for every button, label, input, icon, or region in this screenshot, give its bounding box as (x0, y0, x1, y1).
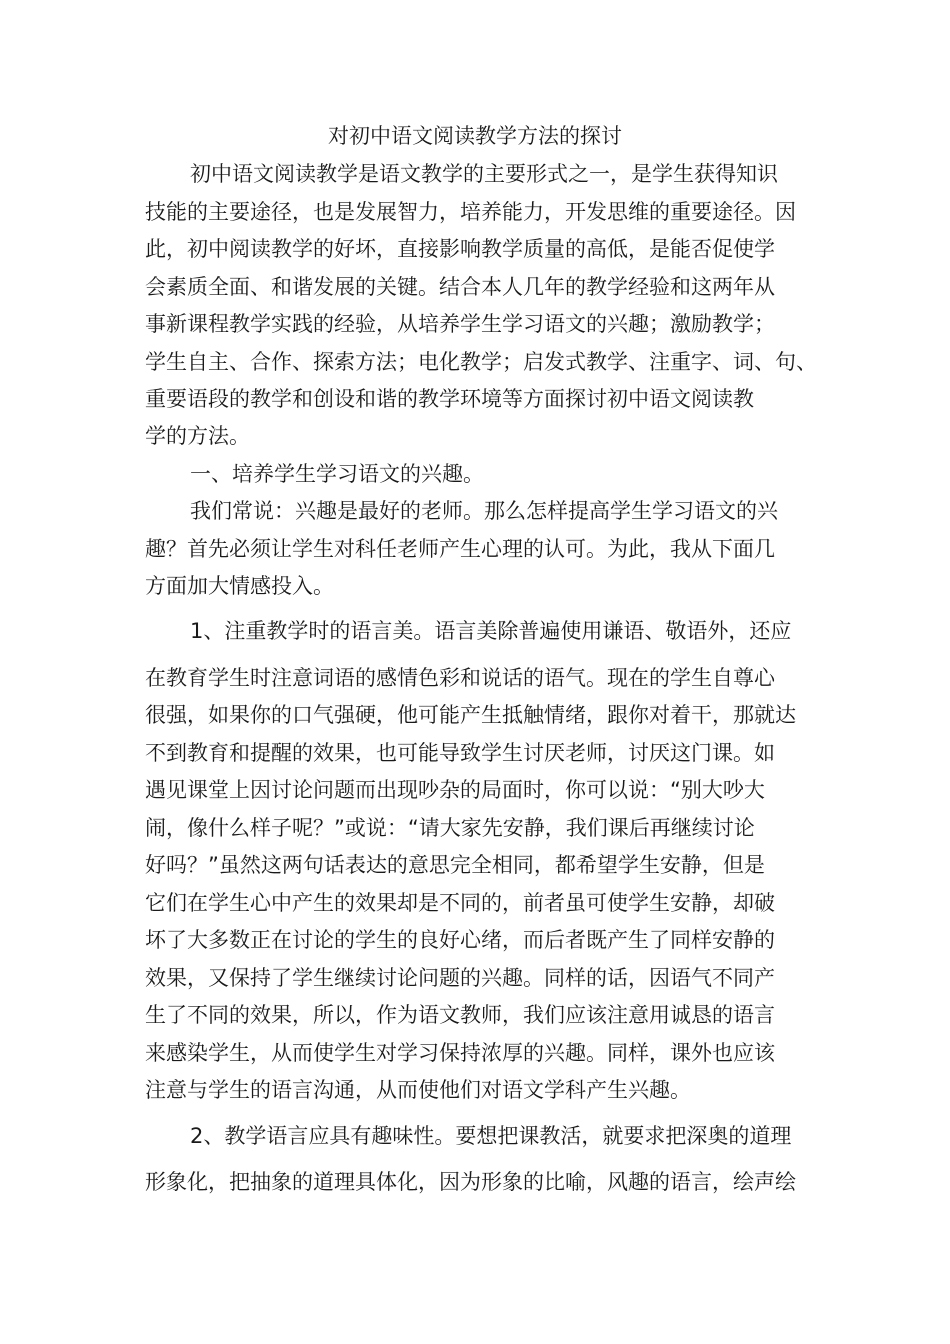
paragraph-line: 来感染学生，从而使学生对学习保持浓厚的兴趣。同样，课外也应该 (145, 1041, 775, 1065)
paragraph-line: 事新课程教学实践的经验，从培养学生学习语文的兴趣；激励教学； (145, 312, 775, 336)
paragraph-line: 效果，又保持了学生继续讨论问题的兴趣。同样的话，因语气不同产 (145, 966, 775, 990)
paragraph-line: 重要语段的教学和创设和谐的教学环境等方面探讨初中语文阅读教 (145, 387, 754, 411)
paragraph-line: 初中语文阅读教学是语文教学的主要形式之一，是学生获得知识 (190, 162, 778, 186)
paragraph-line: 此，初中阅读教学的好坏，直接影响教学质量的高低，是能否促使学 (145, 237, 775, 261)
section-heading: 一、培养学生学习语文的兴趣。 (190, 462, 484, 486)
paragraph-line: 注意与学生的语言沟通，从而使他们对语文学科产生兴趣。 (145, 1078, 691, 1102)
paragraph-line: 趣？首先必须让学生对科任老师产生心理的认可。为此，我从下面几 (145, 537, 775, 561)
paragraph-line: 好吗？”虽然这两句话表达的意思完全相同，都希望学生安静，但是 (145, 853, 765, 877)
paragraph-line: 很强，如果你的口气强硬，他可能产生抵触情绪，跟你对着干，那就达 (145, 703, 796, 727)
paragraph-line: 2、教学语言应具有趣味性。要想把课教活，就要求把深奥的道理 (190, 1124, 792, 1148)
paragraph-line: 形象化，把抽象的道理具体化，因为形象的比喻，风趣的语言，绘声绘 (145, 1170, 796, 1194)
document-title: 对初中语文阅读教学方法的探讨 (328, 124, 622, 148)
paragraph-line: 遇见课堂上因讨论问题而出现吵杂的局面时，你可以说：“别大吵大 (145, 778, 765, 802)
paragraph-line: 生了不同的效果，所以，作为语文教师，我们应该注意用诚恳的语言 (145, 1003, 775, 1027)
paragraph-line: 坏了大多数正在讨论的学生的良好心绪，而后者既产生了同样安静的 (145, 928, 775, 952)
paragraph-line: 方面加大情感投入。 (145, 574, 334, 598)
paragraph-line: 1、注重教学时的语言美。语言美除普遍使用谦语、敬语外，还应 (190, 619, 792, 643)
paragraph-line: 在教育学生时注意词语的感情色彩和说话的语气。现在的学生自尊心 (145, 666, 775, 690)
paragraph-line: 技能的主要途径，也是发展智力，培养能力，开发思维的重要途径。因 (145, 200, 796, 224)
paragraph-line: 它们在学生心中产生的效果却是不同的，前者虽可使学生安静，却破 (145, 891, 775, 915)
paragraph-line: 学生自主、合作、探索方法；电化教学；启发式教学、注重字、词、句、 (145, 350, 817, 374)
paragraph-line: 闹，像什么样子呢？”或说：“请大家先安静，我们课后再继续讨论 (145, 816, 755, 840)
paragraph-line: 不到教育和提醒的效果，也可能导致学生讨厌老师，讨厌这门课。如 (145, 741, 775, 765)
paragraph-line: 我们常说：兴趣是最好的老师。那么怎样提高学生学习语文的兴 (190, 499, 778, 523)
paragraph-line: 学的方法。 (145, 424, 250, 448)
paragraph-line: 会素质全面、和谐发展的关键。结合本人几年的教学经验和这两年从 (145, 275, 775, 299)
